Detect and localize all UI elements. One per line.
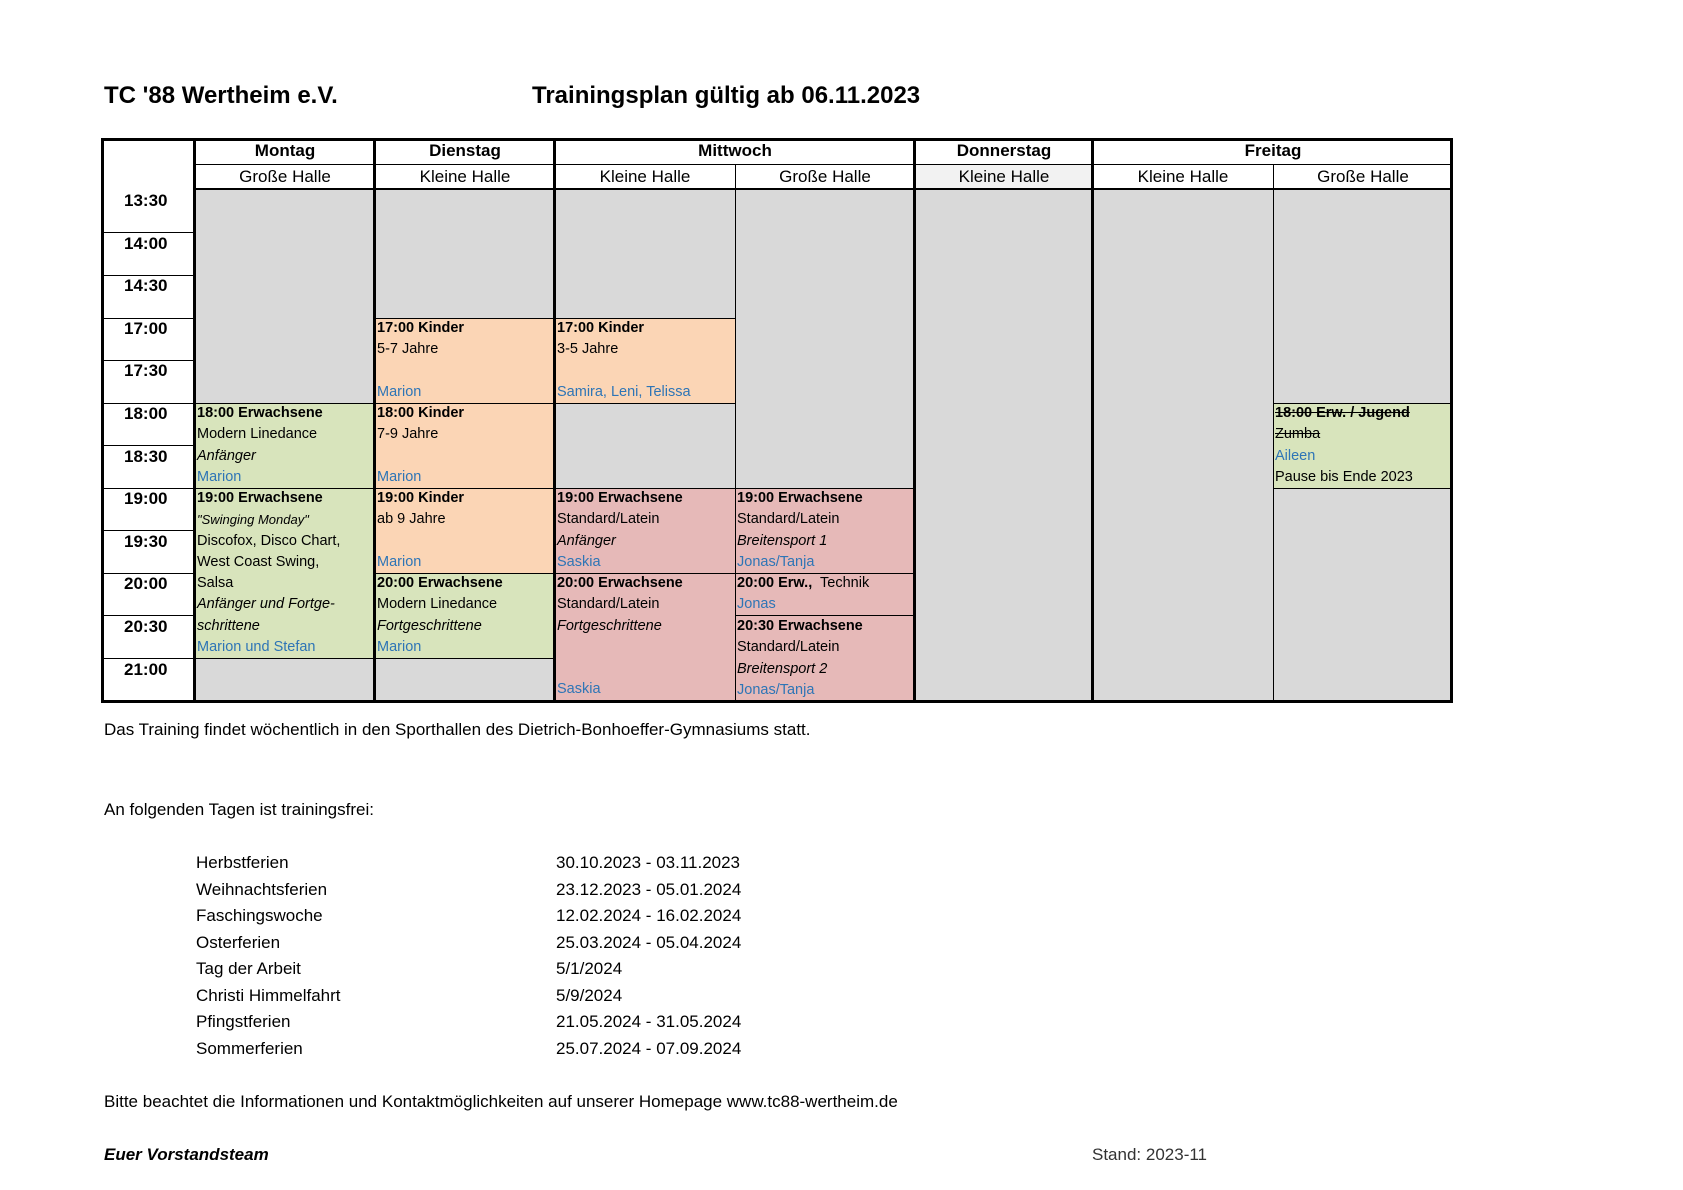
session-note: Pause bis Ende 2023 <box>1275 468 1413 485</box>
grid-line <box>375 573 915 574</box>
holiday-dates: 5/1/2024 <box>556 959 623 978</box>
hall-header-fr-gross: Große Halle <box>1317 167 1409 186</box>
session-style: Standard/Latein <box>557 511 660 528</box>
hall-header-di-klein: Kleine Halle <box>419 167 511 186</box>
session-age: 3-5 Jahre <box>557 341 619 358</box>
grid-line <box>1273 164 1274 701</box>
empty-slot <box>1273 190 1453 403</box>
session-title: 19:00 Erwachsene <box>737 490 863 506</box>
empty-slot <box>1093 190 1273 701</box>
table-border <box>101 138 1453 141</box>
table-border <box>1091 138 1094 703</box>
hall-header-mi-gross: Große Halle <box>779 167 871 186</box>
hall-header-fr-klein: Kleine Halle <box>1137 167 1229 186</box>
table-border <box>101 700 1453 703</box>
session-trainer: Marion <box>377 553 422 570</box>
session-level: Fortgeschrittene <box>557 617 662 634</box>
session-trainer: Aileen <box>1275 447 1316 464</box>
session-subtitle: "Swinging Monday" <box>197 512 309 528</box>
day-header-thursday: Donnerstag <box>956 141 1052 160</box>
holiday-name: Sommerferien <box>196 1038 303 1058</box>
session-spacer <box>377 446 555 467</box>
time-label: 17:00 <box>124 318 168 338</box>
session-age: 5-7 Jahre <box>377 341 439 358</box>
table-border <box>195 188 1453 190</box>
holiday-name: Faschingswoche <box>196 906 323 925</box>
session-title: 20:00 Erwachsene <box>557 575 683 591</box>
session-level: Fortgeschrittene <box>377 617 482 634</box>
grid-line <box>101 530 195 531</box>
hall-header-mi-klein: Kleine Halle <box>599 167 691 186</box>
empty-slot <box>915 190 1093 701</box>
session-style: Standard/Latein <box>737 511 840 528</box>
session-trainer: Jonas <box>737 596 776 613</box>
session-title: 17:00 Kinder <box>557 320 645 336</box>
session-level: Breitensport 2 <box>737 660 828 677</box>
time-label: 20:30 <box>124 617 168 636</box>
grid-line <box>101 275 195 276</box>
organization-title: TC '88 Wertheim e.V. <box>104 82 338 109</box>
table-border <box>373 138 376 703</box>
session-di-1800 <box>375 403 555 488</box>
session-trainer: Jonas/Tanja <box>737 553 815 570</box>
session-di-1900 <box>375 488 555 573</box>
session-spacer <box>557 637 735 658</box>
holiday-name: Osterferien <box>196 932 281 952</box>
hall-header-mo-gross: Große Halle <box>239 167 331 186</box>
session-title: 20:00 Erwachsene <box>377 575 503 591</box>
session-title: 19:00 Erwachsene <box>197 490 323 506</box>
empty-slot <box>375 190 555 318</box>
holiday-dates: 25.03.2024 - 05.04.2024 <box>556 932 742 952</box>
grid-line <box>101 615 195 616</box>
time-label: 14:30 <box>124 276 168 296</box>
version-stamp: Stand: 2023-11 <box>1092 1145 1207 1164</box>
session-fr-gross-1800 <box>1273 403 1453 488</box>
holiday-name: Weihnachtsferien <box>196 879 328 899</box>
holiday-dates: 5/9/2024 <box>556 985 623 1005</box>
grid-line <box>101 445 195 446</box>
holiday-name: Herbstferien <box>196 853 289 872</box>
grid-line <box>101 360 195 361</box>
session-title: 18:00 Erw. / Jugend <box>1275 405 1410 421</box>
session-age: 7-9 Jahre <box>377 426 439 443</box>
empty-slot <box>555 403 735 488</box>
session-trainer: Saskia <box>557 681 601 698</box>
empty-slot <box>555 190 735 318</box>
empty-slot <box>195 190 375 403</box>
session-style: Standard/Latein <box>737 639 840 656</box>
session-style: Modern Linedance <box>377 596 498 613</box>
holiday-name: Pfingstferien <box>196 1012 291 1031</box>
session-mo-1900 <box>195 488 375 659</box>
session-di-1700 <box>375 318 555 403</box>
session-trainer: Marion <box>197 468 242 485</box>
empty-slot <box>1273 488 1453 701</box>
session-level: schrittene <box>197 617 260 634</box>
signature: Euer Vorstandsteam <box>104 1145 269 1164</box>
session-mi-klein-1900 <box>555 488 735 573</box>
session-mi-klein-1700 <box>555 318 735 403</box>
session-title: 19:00 Erwachsene <box>557 490 683 506</box>
session-mi-klein-2000 <box>555 573 735 701</box>
session-mi-gross-2030 <box>735 616 915 701</box>
table-border <box>553 138 556 703</box>
session-style-line: West Coast Swing, <box>197 553 320 570</box>
session-level: Anfänger und Fortge- <box>197 596 335 613</box>
session-trainer: Marion <box>377 468 422 485</box>
session-style-line: Salsa <box>197 575 234 592</box>
day-header-monday: Montag <box>254 141 316 160</box>
session-trainer: Marion und Stefan <box>197 639 316 656</box>
session-title: 17:00 Kinder <box>377 320 465 336</box>
session-mi-gross-1900 <box>735 488 915 573</box>
grid-line <box>195 403 735 404</box>
empty-slot <box>735 190 915 488</box>
session-mi-gross-2000 <box>735 573 915 616</box>
grid-line <box>101 318 195 319</box>
holiday-dates: 21.05.2024 - 31.05.2024 <box>556 1012 742 1031</box>
plan-title: Trainingsplan gültig ab 06.11.2023 <box>532 82 921 109</box>
grid-line <box>101 232 195 233</box>
session-di-2000 <box>375 573 555 659</box>
time-label: 21:00 <box>124 659 168 679</box>
session-spacer <box>377 531 555 552</box>
session-style: Standard/Latein <box>557 596 660 613</box>
table-border <box>1450 138 1453 703</box>
table-border <box>193 138 196 703</box>
homepage-note: Bitte beachtet die Informationen und Kontaktmöglichkeiten auf unserer Homepage www.tc88-wertheim.de <box>104 1092 898 1111</box>
session-extra: Technik <box>820 575 870 591</box>
time-label: 18:30 <box>124 446 168 466</box>
session-trainer: Marion <box>377 638 422 655</box>
grid-line <box>1273 488 1453 489</box>
location-note: Das Training findet wöchentlich in den Sporthallen des Dietrich-Bonhoeffer-Gymnasiums statt. <box>104 720 811 739</box>
session-title: 20:00 Erw., <box>737 575 813 591</box>
time-label: 18:00 <box>124 404 168 423</box>
grid-line <box>101 488 195 489</box>
grid-line <box>1273 403 1453 404</box>
time-label: 14:00 <box>124 233 168 253</box>
time-label: 13:30 <box>124 191 168 210</box>
time-label: 20:00 <box>124 574 168 594</box>
session-level: Anfänger <box>197 447 256 464</box>
session-title: 19:00 Kinder <box>377 490 465 506</box>
session-spacer <box>557 361 735 382</box>
hall-header-do-klein: Kleine Halle <box>915 164 1093 190</box>
empty-slot <box>195 659 375 702</box>
session-trainer: Marion <box>377 383 422 400</box>
time-label: 19:30 <box>124 531 168 551</box>
training-schedule-table <box>101 138 1453 704</box>
session-level: Breitensport 1 <box>737 532 828 549</box>
day-header-wednesday: Mittwoch <box>698 141 772 160</box>
holiday-name: Tag der Arbeit <box>196 959 301 978</box>
empty-slot <box>375 659 555 702</box>
holidays-intro: An folgenden Tagen ist trainingsfrei: <box>104 800 374 819</box>
session-title: 18:00 Erwachsene <box>197 405 323 421</box>
session-mo-1800 <box>195 403 375 488</box>
grid-line <box>735 615 915 616</box>
grid-line <box>101 658 195 659</box>
day-header-friday: Freitag <box>1244 141 1302 160</box>
holiday-dates: 12.02.2024 - 16.02.2024 <box>556 906 742 925</box>
grid-line <box>101 403 195 404</box>
session-trainer: Saskia <box>557 553 601 570</box>
session-spacer <box>557 658 735 679</box>
holiday-dates: 23.12.2023 - 05.01.2024 <box>556 879 742 899</box>
session-trainer: Jonas/Tanja <box>737 681 815 698</box>
grid-line <box>101 573 195 574</box>
grid-line <box>735 164 736 701</box>
session-style: Modern Linedance <box>197 426 318 443</box>
time-label: 17:30 <box>124 361 168 381</box>
session-style-line: Discofox, Disco Chart, <box>197 532 341 549</box>
session-spacer <box>377 361 555 382</box>
grid-line <box>195 164 1453 165</box>
holiday-dates: 30.10.2023 - 03.11.2023 <box>556 853 741 872</box>
session-level: Anfänger <box>557 532 616 549</box>
session-age: ab 9 Jahre <box>377 511 446 528</box>
day-header-tuesday: Dienstag <box>429 141 501 160</box>
table-border <box>913 138 916 703</box>
time-label: 19:00 <box>124 489 168 509</box>
holiday-name: Christi Himmelfahrt <box>196 985 341 1005</box>
session-title: 18:00 Kinder <box>377 405 465 421</box>
session-title: 20:30 Erwachsene <box>737 618 863 634</box>
session-trainer: Samira, Leni, Telissa <box>557 383 691 400</box>
table-border <box>101 138 104 703</box>
session-style: Zumba <box>1275 426 1321 443</box>
holiday-dates: 25.07.2024 - 07.09.2024 <box>556 1038 742 1058</box>
